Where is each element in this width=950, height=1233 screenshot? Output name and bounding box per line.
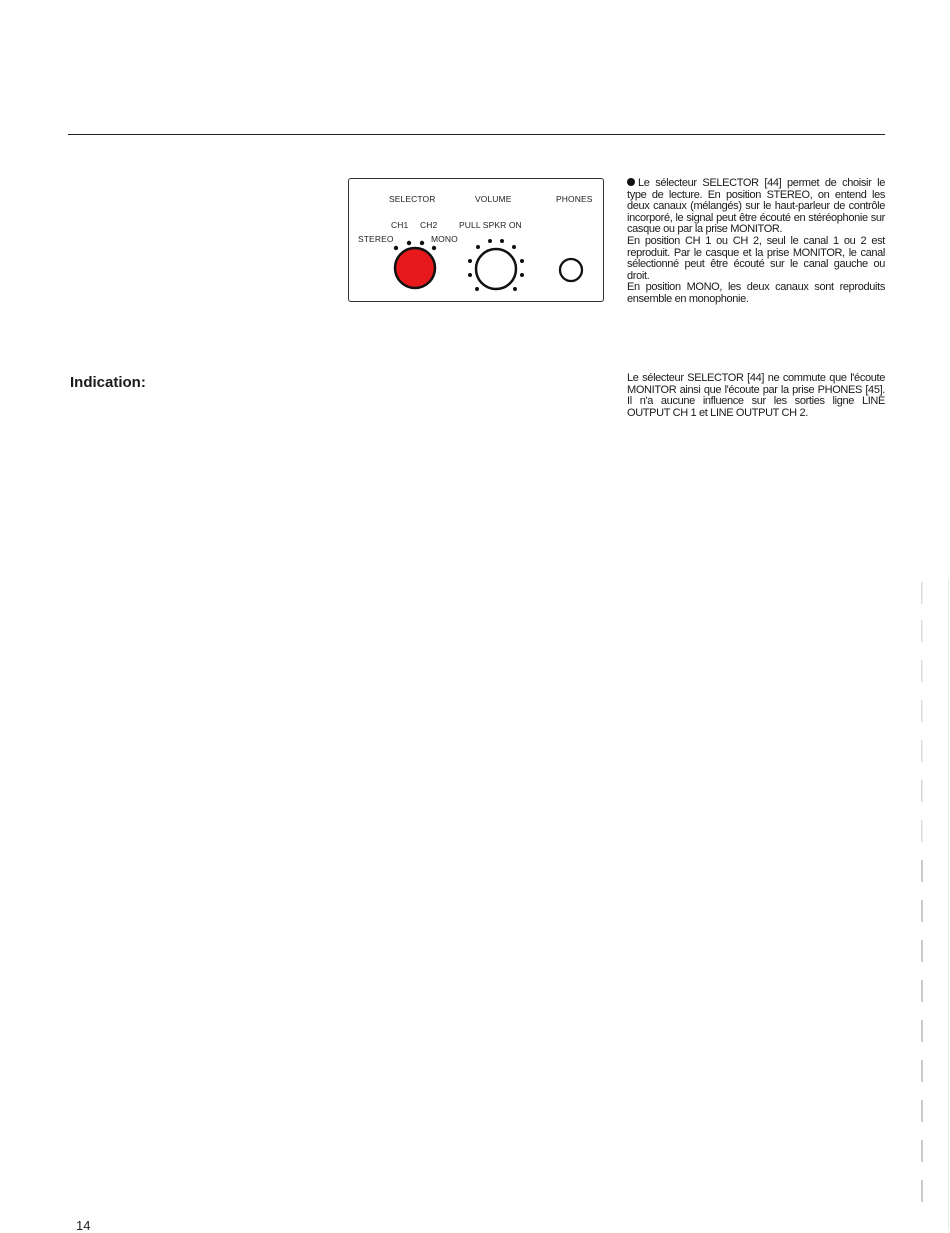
header-rule — [68, 134, 885, 135]
volume-label: VOLUME — [475, 194, 512, 204]
volume-dot — [475, 287, 479, 291]
selector-dot-ch1 — [407, 241, 411, 245]
selector-knob — [395, 248, 435, 288]
volume-dot — [468, 259, 472, 263]
volume-dot — [513, 287, 517, 291]
phones-jack — [560, 259, 582, 281]
ch2-label: CH2 — [420, 220, 438, 230]
selector-dot-ch2 — [420, 241, 424, 245]
mono-label: MONO — [431, 234, 458, 244]
indication-text — [627, 373, 885, 419]
volume-dot — [500, 239, 504, 243]
page-number: 14 — [76, 1218, 91, 1233]
volume-dot — [476, 245, 480, 249]
indication-heading: Indication: — [70, 374, 146, 391]
phones-label: PHONES — [556, 194, 593, 204]
paragraph: En position MONO, les deux canaux sont reproduits ensemble en monophonie. — [627, 281, 885, 305]
volume-dot — [512, 245, 516, 249]
paragraph — [627, 178, 885, 236]
volume-knob — [476, 249, 516, 289]
scan-edge-marks — [915, 580, 950, 1228]
selector-dot-stereo — [394, 246, 398, 250]
ch1-label: CH1 — [391, 220, 409, 230]
paragraph: En position CH 1 ou CH 2, seul le canal 1 ou 2 est reproduit. Par le casque et la prise MONITOR, le canal sélectionné peut être écouté sur le canal gauche ou droit. — [627, 234, 885, 282]
stereo-label: STEREO — [358, 234, 394, 244]
selector-dot-mono — [432, 246, 436, 250]
selector-label: SELECTOR — [389, 194, 436, 204]
volume-dot — [468, 273, 472, 277]
selector-description — [627, 178, 885, 306]
volume-dot — [488, 239, 492, 243]
pull-spkr-on-label: PULL SPKR ON — [459, 220, 522, 230]
volume-dot — [520, 273, 524, 277]
bullet-icon — [627, 178, 635, 186]
selector-stereo-text: Le sélecteur SELECTOR [44] permet de choisir le type de lecture. En position STEREO, on entend les deux canaux (mélangés) sur le haut-parleur de contrôle incorporé, le signal peut être écouté en stéréophonie sur casque ou par la prise MONITOR. — [627, 177, 885, 236]
paragraph: Le sélecteur SELECTOR [44] ne commute que l'écoute MONITOR ainsi que l'écoute par la prise PHONES [45]. Il n'a aucune influence sur les sorties ligne LINE OUTPUT CH 1 et LINE OUTPUT CH 2. — [627, 372, 885, 419]
control-panel-diagram — [348, 178, 604, 302]
volume-dot — [520, 259, 524, 263]
